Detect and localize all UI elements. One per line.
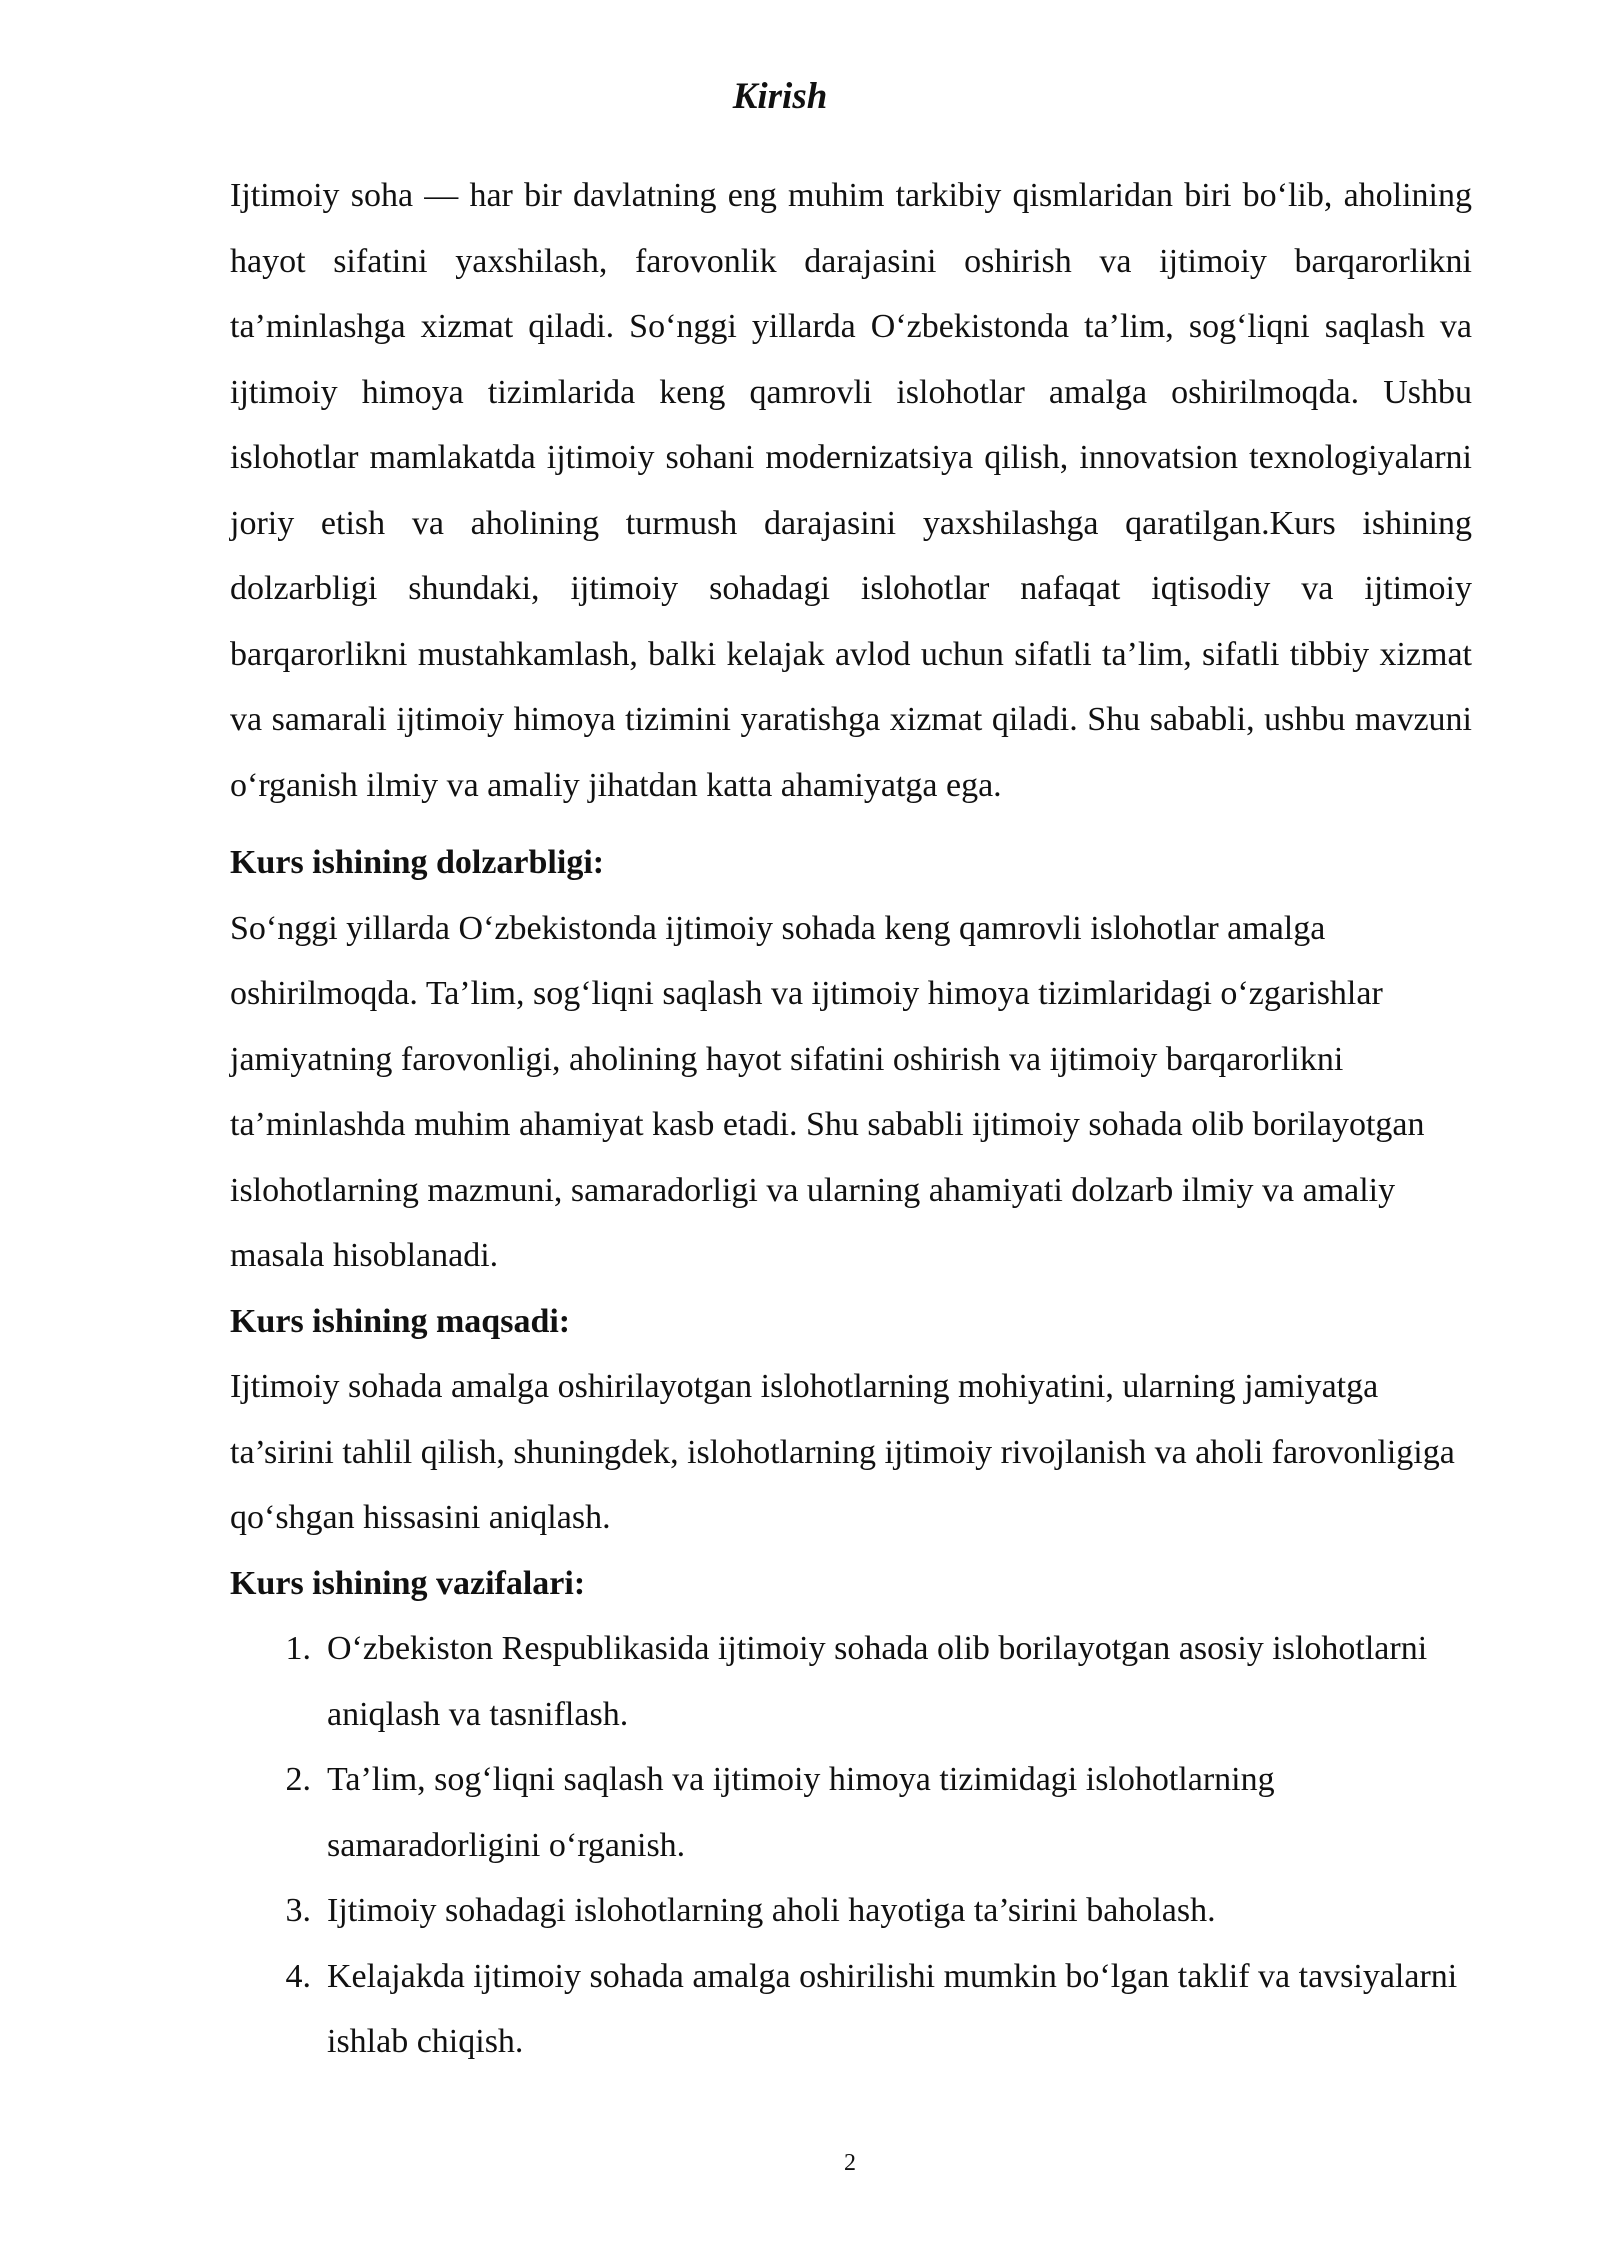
list-item-text: Ijtimoiy sohadagi islohotlarning aholi hayotiga ta’sirini baholash.	[327, 1892, 1216, 1929]
list-item-text: O‘zbekiston Respublikasida ijtimoiy sohada olib borilayotgan asosiy islohotlarni aniqlash va tasniflash.	[327, 1630, 1428, 1733]
intro-paragraph: Ijtimoiy soha — har bir davlatning eng muhim tarkibiy qismlaridan biri bo‘lib, aholining hayot sifatini yaxshilash, farovonlik darajasini oshirish va ijtimoiy barqarorlikni ta’minlashga xizmat qiladi. So‘nggi yillarda O‘zbekistonda ta’lim, sog‘liqni saqlash va ijtimoiy himoya tizimlarida keng qamrovli islohotlar amalga oshirilmoqda. Ushbu islohotlar mamlakatda ijtimoiy sohani modernizatsiya qilish, innovatsion texnologiyalarni joriy etish va aholining turmush darajasini yaxshilashga qaratilgan.Kurs ishining dolzarbligi shundaki, ijtimoiy sohadagi islohotlar nafaqat iqtisodiy va ijtimoiy barqarorlikni mustahkamlash, balki kelajak avlod uchun sifatli ta’lim, sifatli tibbiy xizmat va samarali ijtimoiy himoya tizimini yaratishga xizmat qiladi. Shu sababli, ushbu mavzuni o‘rganish ilmiy va amaliy jihatdan katta ahamiyatga ega.	[230, 177, 1472, 804]
list-item	[230, 1878, 1472, 1944]
relevance-paragraph: So‘nggi yillarda O‘zbekistonda ijtimoiy sohada keng qamrovli islohotlar amalga oshirilmoqda. Ta’lim, sog‘liqni saqlash va ijtimoiy himoya tizimlaridagi o‘zgarishlar jamiyatning farovonligi, aholining hayot sifatini oshirish va ijtimoiy barqarorlikni ta’minlashda muhim ahamiyat kasb etadi. Shu sababli ijtimoiy sohada olib borilayotgan islohotlarning mazmuni, samaradorligi va ularning ahamiyati dolzarb ilmiy va amaliy masala hisoblanadi.	[230, 909, 1425, 1274]
list-item-number: 3.	[285, 1892, 311, 1929]
goal-paragraph: Ijtimoiy sohada amalga oshirilayotgan islohotlarning mohiyatini, ularning jamiyatga ta’sirini tahlil qilish, shuningdek, islohotlarning ijtimoiy rivojlanish va aholi farovonligiga qo‘shgan hissasini aniqlash.	[230, 1368, 1455, 1536]
tasks-list	[230, 1616, 1472, 2075]
list-item	[230, 1944, 1472, 2075]
page-number: 2	[844, 2150, 856, 2176]
page-title: Kirish	[732, 76, 828, 117]
list-item-number: 4.	[285, 1957, 311, 1995]
list-item-text: Ta’lim, sog‘liqni saqlash va ijtimoiy himoya tizimidagi islohotlarning samaradorligini o‘rganish.	[327, 1761, 1275, 1864]
relevance-heading: Kurs ishining dolzarbligi:	[230, 844, 605, 881]
list-item-text: Kelajakda ijtimoiy sohada amalga oshirilishi mumkin bo‘lgan taklif va tavsiyalarni ishlab chiqish.	[327, 1957, 1458, 2060]
list-item	[230, 1747, 1472, 1878]
document-body	[230, 163, 1472, 2075]
list-item	[230, 1616, 1472, 1747]
goal-heading: Kurs ishining maqsadi:	[230, 1302, 571, 1340]
tasks-heading: Kurs ishining vazifalari:	[230, 1564, 586, 1602]
list-item-number: 1.	[285, 1630, 311, 1667]
list-item-number: 2.	[285, 1761, 311, 1798]
